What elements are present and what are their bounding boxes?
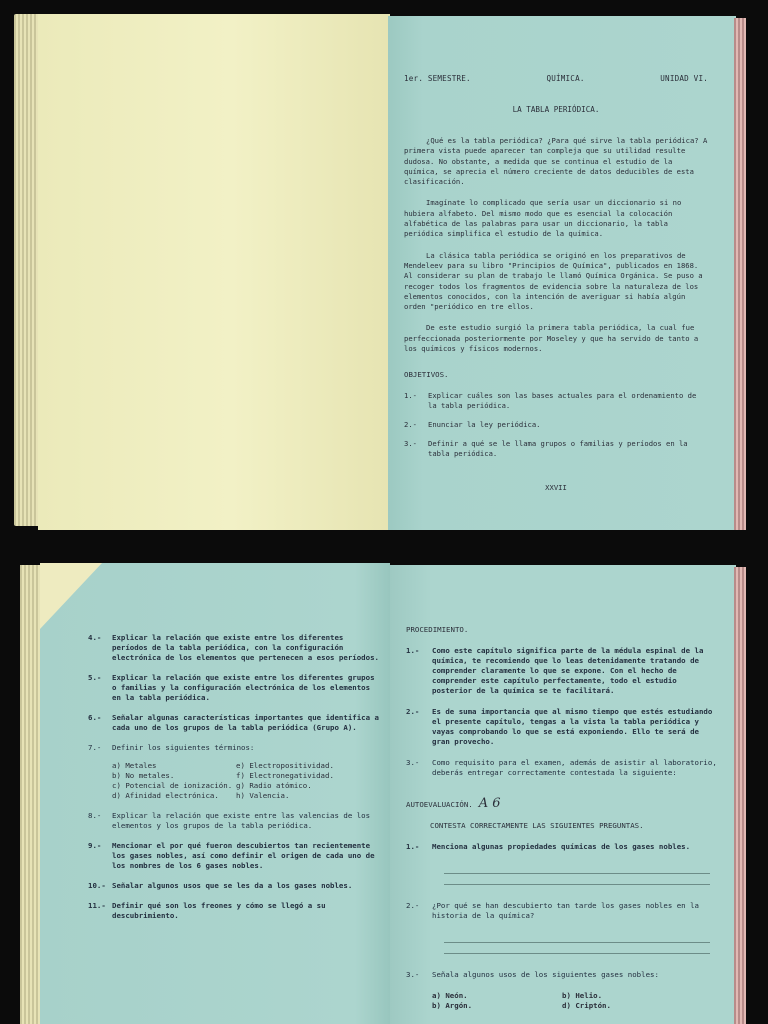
header-semester: 1er. SEMESTRE. — [404, 74, 471, 83]
paragraph: ¿Qué es la tabla periódica? ¿Para qué sirve la tabla periódica? A primera vista puede aparecer tan compleja que su utilidad resulte dudosa. No obstante, a medida que se continua el estudio de la química, se aprecia el número creciente de datos deducibles de esta clasificación. — [404, 136, 708, 187]
answer-line — [444, 932, 710, 943]
objective-text: Señalar algunas características importantes que identifica a cada uno de los grupos de la tabla periódica (Grupo A). — [112, 713, 379, 732]
procedure-item — [406, 646, 720, 696]
autoevaluation-heading — [406, 796, 720, 811]
objective-item — [88, 673, 380, 703]
term: f) Electronegatividad. — [236, 771, 334, 780]
objective-number: 6.- — [88, 713, 102, 722]
page-tabla-periodica — [388, 16, 736, 530]
question-text: Señala algunos usos de los siguientes gases nobles: — [432, 970, 659, 979]
objective-item — [88, 633, 380, 663]
answer-line — [444, 863, 710, 874]
faded-left-page — [38, 14, 390, 530]
question-item — [406, 901, 720, 921]
objective-text: Explicar la relación que existe entre los diferentes períodos de la tabla periódica, con la configuración electrónica de los elementos que pertenecen a esos períodos. — [112, 633, 379, 662]
objectives-heading: OBJETIVOS. — [404, 370, 449, 380]
page-number: XXVII — [545, 483, 567, 493]
page-objectives-continued — [40, 563, 390, 1024]
paragraph: La clásica tabla periódica se originó en los preparativos de Mendeleev para su libro "Principios de Química", publicados en 1868. Al considerar su plan de trabajo le llamó Química Orgánica. Se puso a recoger todos los fragmentos de evidencia sobre la naturaleza de los elementos conocidos, con la intención de averiguar si había algún orden "periódico en tre ellos. — [404, 250, 703, 312]
gas-item: d) Criptón. — [562, 1001, 611, 1010]
objective-number: 4.- — [88, 633, 102, 642]
objective-item — [404, 439, 708, 459]
procedure-number: 3.- — [406, 758, 420, 767]
handwritten-grade: A 6 — [478, 796, 501, 811]
gas-item: b) Helio. — [562, 991, 603, 1000]
answer-line — [444, 874, 710, 885]
page-stack-edge — [734, 567, 746, 1024]
question-number: 3.- — [406, 970, 420, 979]
objective-number: 2.- — [404, 420, 417, 430]
term: e) Electropositividad. — [236, 761, 334, 770]
objective-item — [88, 811, 380, 831]
term: d) Afinidad electrónica. — [112, 791, 219, 800]
objective-text: Explicar cuáles son las bases actuales para el ordenamiento de la tabla periódica. — [428, 391, 697, 411]
page-header — [404, 74, 708, 83]
objective-item — [88, 901, 380, 921]
term: b) No metales. — [112, 771, 175, 780]
procedure-heading: PROCEDIMIENTO. — [406, 625, 469, 634]
objective-number: 10.- — [88, 881, 106, 890]
objective-text: Definir qué son los freones y cómo se llegó a su descubrimiento. — [112, 901, 326, 920]
question-text: Menciona algunas propiedades químicas de los gases nobles. — [432, 842, 691, 851]
term: a) Metales — [112, 761, 157, 770]
terms-list — [112, 761, 380, 801]
objective-text: Enunciar la ley periódica. — [428, 420, 541, 430]
objective-item — [88, 713, 380, 733]
procedure-item — [406, 707, 720, 747]
objective-text: Definir a qué se le llama grupos o familias y períodos en la tabla periódica. — [428, 439, 688, 459]
term: c) Potencial de ionización. — [112, 781, 233, 790]
objective-number: 11.- — [88, 901, 106, 910]
paragraph: Imagínate lo complicado que sería usar un diccionario si no hubiera alfabeto. Del mismo modo que es esencial la colocación alfabética de las palabras para usar un diccionario, la tabla periódica simplifica el estudio de la química. — [404, 198, 682, 239]
objective-item — [404, 391, 708, 411]
header-subject: QUÍMICA. — [546, 74, 585, 83]
question-number: 2.- — [406, 901, 420, 910]
answer-line — [444, 943, 710, 954]
objective-text: Mencionar el por qué fueron descubiertos tan recientemente los gases nobles, así como definir el origen de cada uno de los nombres de los 6 gases nobles. — [112, 841, 375, 870]
objective-number: 7.- — [88, 743, 102, 752]
folded-page-corner — [40, 563, 102, 629]
objective-text: Explicar la relación que existe entre las valencias de los elementos y los grupos de la tabla periódica. — [112, 811, 371, 830]
objective-item — [404, 420, 708, 430]
procedure-number: 2.- — [406, 707, 420, 716]
header-unit: UNIDAD VI. — [660, 74, 708, 83]
objective-number: 1.- — [404, 391, 417, 401]
question-item — [406, 842, 720, 852]
objective-item — [88, 841, 380, 871]
bottom-spread — [0, 555, 768, 1024]
question-text: ¿Por qué se han descubierto tan tarde los gases nobles en la historia de la química? — [432, 901, 699, 920]
objective-number: 8.- — [88, 811, 102, 820]
objective-number: 9.- — [88, 841, 102, 850]
objective-item — [88, 881, 380, 891]
gas-item: a) Neón. — [432, 991, 468, 1000]
objective-text: Señalar algunos usos que se les da a los gases nobles. — [112, 881, 353, 890]
objective-text: Explicar la relación que existe entre los diferentes grupos o familias y la configuración electrónica de los elementos en la tabla periódica. — [112, 673, 375, 702]
page-procedimiento — [390, 565, 736, 1024]
procedure-text: Es de suma importancia que al mismo tiempo que estés estudiando el presente capítulo, tengas a la vista la tabla periódica y vayas comprobando lo que se está exponiendo. Ello te será de gran provecho. — [432, 707, 713, 746]
term: g) Radio atómico. — [236, 781, 312, 790]
gases-list — [432, 991, 720, 1011]
term: h) Valencia. — [236, 791, 290, 800]
paragraph: De este estudio surgió la primera tabla periódica, la cual fue perfeccionada posteriormente por Moseley y que ha servido de tanto a los químicos y físicos modernos. — [404, 323, 699, 354]
procedure-text: Como este capítulo significa parte de la médula espinal de la química, te recomiendo que lo leas detenidamente tratando de comprender claramente lo que se expone. Con el hecho de comprender este capítulo perfectamente, todo el estudio posterior de la química se te facilitará. — [432, 646, 704, 695]
gas-item: b) Argón. — [432, 1001, 473, 1010]
question-number: 1.- — [406, 842, 420, 851]
question-item — [406, 970, 720, 980]
page-stack-edge — [734, 18, 746, 530]
objective-number: 5.- — [88, 673, 102, 682]
page-title: LA TABLA PERIÓDICA. — [512, 105, 600, 114]
objective-item — [88, 743, 380, 753]
objective-number: 3.- — [404, 439, 417, 449]
procedure-number: 1.- — [406, 646, 420, 655]
procedure-item — [406, 758, 720, 778]
procedure-text: Como requisito para el examen, además de asistir al laboratorio, deberás entregar correctamente contestada la siguiente: — [432, 758, 717, 777]
questions-instruction: CONTESTA CORRECTAMENTE LAS SIGUIENTES PREGUNTAS. — [430, 821, 644, 830]
autoevaluation-label: AUTOEVALUACIÓN. — [406, 800, 473, 809]
objective-text: Definir los siguientes términos: — [112, 743, 255, 752]
